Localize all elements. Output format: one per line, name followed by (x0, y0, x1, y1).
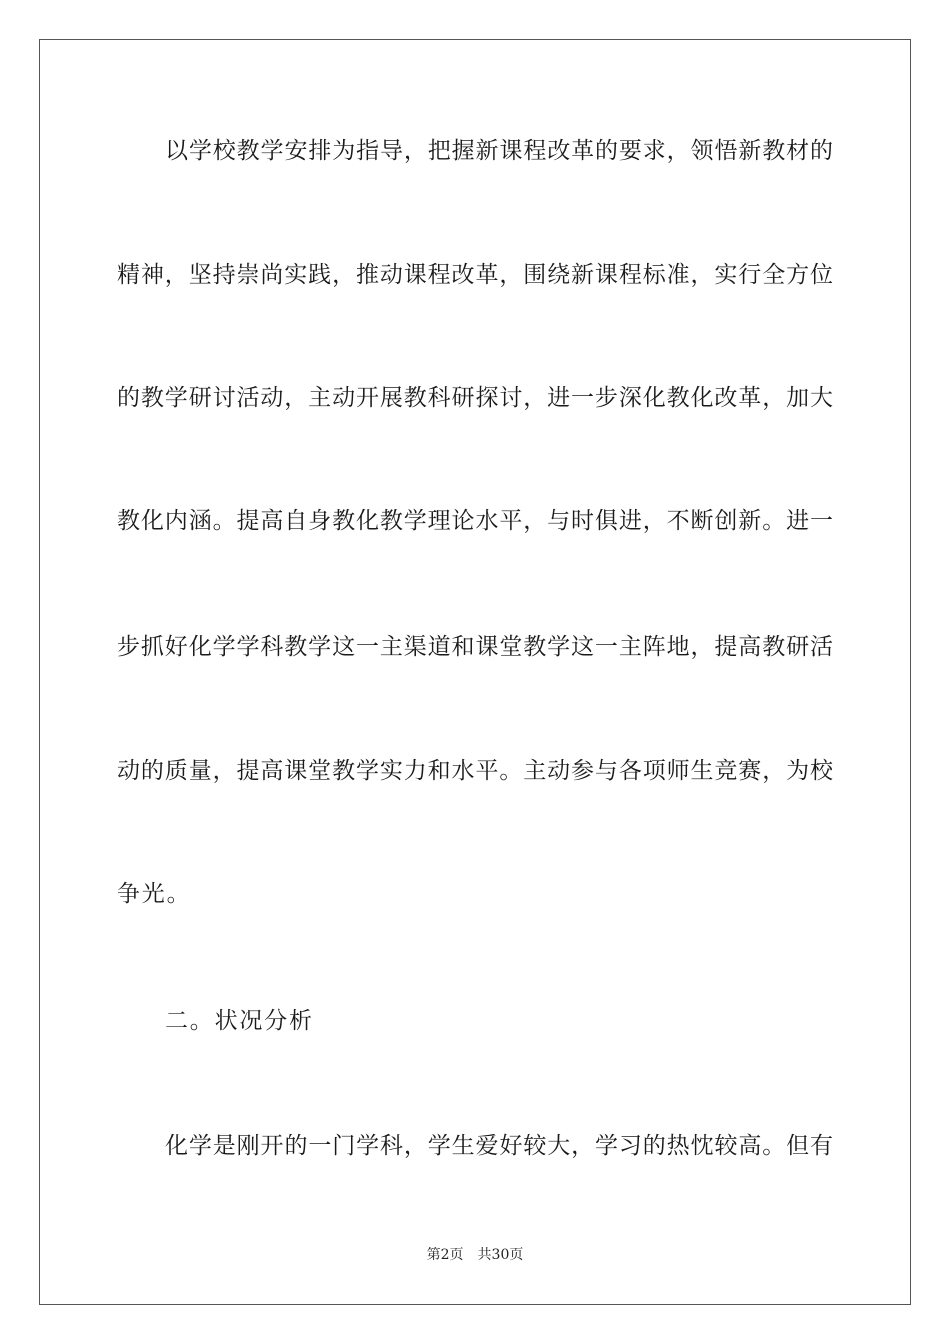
total-pages: 共30页 (477, 1247, 524, 1263)
page-number: 第2页 (426, 1247, 464, 1263)
paragraph-line: 的教学研讨活动，主动开展教科研探讨，进一步深化教化改革，加大 (117, 385, 833, 411)
section-heading: 二。状况分析 (165, 1008, 314, 1034)
paragraph-line: 精神，坚持崇尚实践，推动课程改革，围绕新课程标准，实行全方位 (117, 262, 833, 288)
paragraph-line: 化学是刚开的一门学科，学生爱好较大，学习的热忱较高。但有 (165, 1133, 833, 1159)
page-footer (0, 1246, 950, 1264)
paragraph-line: 争光。 (117, 881, 192, 907)
paragraph-line: 以学校教学安排为指导，把握新课程改革的要求，领悟新教材的 (165, 138, 833, 164)
paragraph-line: 教化内涵。提高自身教化教学理论水平，与时俱进，不断创新。进一 (117, 508, 833, 534)
paragraph-line: 步抓好化学学科教学这一主渠道和课堂教学这一主阵地，提高教研活 (117, 634, 833, 660)
page-frame (39, 39, 911, 1305)
paragraph-line: 动的质量，提高课堂教学实力和水平。主动参与各项师生竞赛，为校 (117, 758, 833, 784)
